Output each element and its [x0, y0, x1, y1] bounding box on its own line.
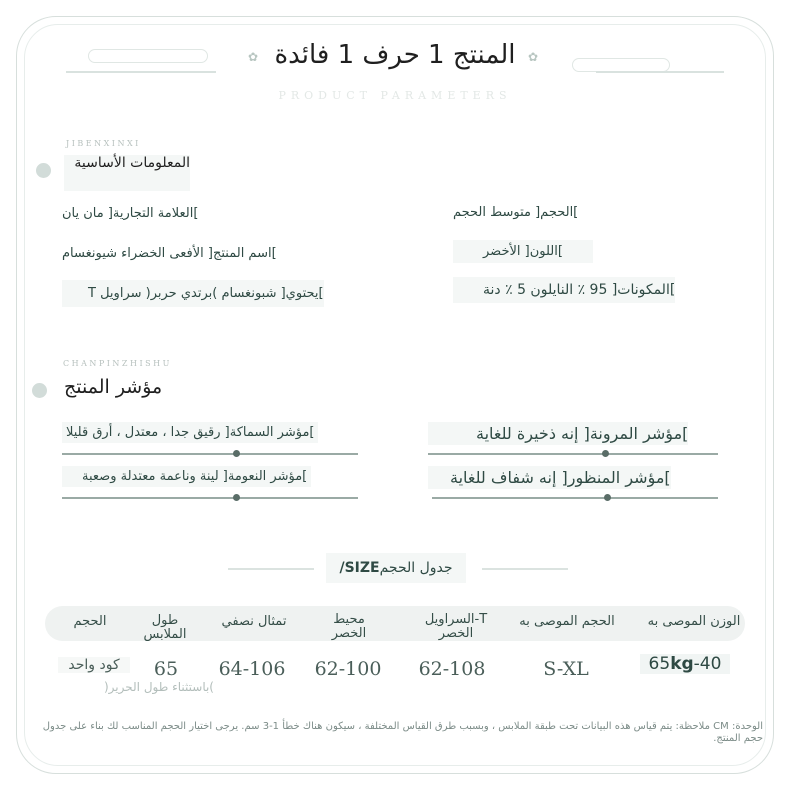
cell-t-waist: 62-108: [418, 658, 486, 680]
column-header-t-waist: T-السراويل الخصر: [424, 612, 488, 641]
cell-waist: 62-100: [314, 658, 382, 680]
size-heading-arabic: جدول الحجم: [379, 560, 453, 576]
thickness-scale: [62, 453, 358, 455]
column-header-length: طول الملابس: [143, 613, 187, 642]
size-heading-latin: SIZE/: [339, 560, 380, 576]
page-subtitle: PRODUCT PARAMETERS: [278, 89, 512, 102]
page-title: المنتج 1 حرف 1 فائدة: [274, 40, 516, 70]
basic-info-title: المعلومات الأساسية: [64, 155, 190, 191]
size-table-heading: [326, 553, 466, 583]
header-decoration-line-left: [66, 71, 216, 73]
cell-recommended-size: S-XL: [543, 658, 589, 680]
header-decoration-line-right: [596, 71, 724, 73]
flower-icon: ✿: [248, 50, 259, 64]
cell-size-note: )باستثناء طول الحرير(: [104, 680, 214, 694]
cell-recommended-weight: [640, 654, 730, 674]
product-index-en-label: CHANPINZHISHU: [63, 359, 172, 368]
product-index-title: مؤشر المنتج: [64, 376, 163, 398]
softness-index: ]مؤشر النعومة[ لينة وناعمة معتدلة وصعبة: [62, 466, 311, 487]
perspective-level-marker: [604, 494, 611, 501]
elasticity-level-marker: [602, 450, 609, 457]
weight-unit: kg: [670, 654, 694, 674]
brand-field: ]العلامة التجارية[ مان يان: [62, 206, 199, 221]
cell-size: كود واحد: [58, 657, 130, 673]
column-header-recommended-size: الحجم الموصى به: [519, 614, 615, 629]
column-header-waist: محيط الخصر: [331, 612, 367, 641]
elasticity-index: ]مؤشر المرونة[ إنه ذخيرة للغاية: [428, 422, 688, 445]
perspective-scale: [432, 497, 718, 499]
perspective-index: ]مؤشر المنظور[ إنه شفاف للغاية: [428, 466, 671, 489]
softness-scale: [62, 497, 358, 499]
elasticity-scale: [428, 453, 718, 455]
cell-hips: 64-106: [218, 658, 286, 680]
color-field: ]اللون[ الأخضر: [453, 240, 593, 263]
size-heading-line-right: [482, 568, 568, 570]
size-heading-line-left: [228, 568, 314, 570]
basic-info-en-label: JIBENXINXI: [66, 139, 141, 148]
product-name-field: ]اسم المنتج[ الأفعى الخضراء شيونغسام: [62, 246, 277, 261]
thickness-level-marker: [233, 450, 240, 457]
cell-length: 65: [153, 658, 179, 680]
measurement-footnote: الوحدة: CM ملاحظة: يتم قياس هذه البيانات تحت طبقة الملابس ، وبسبب طرق القياس المختلفة ، سيكون هناك خطأ 1-3 سم. يرجى اختيار الحجم المناسب لك بناء على جدول حجم المنتج.: [42, 721, 763, 744]
ingredients-field: ]المكونات[ 95 ٪ النايلون 5 ٪ دنة: [453, 277, 675, 303]
flower-icon: ✿: [528, 50, 539, 64]
size-field: ]الحجم[ متوسط الحجم: [453, 205, 579, 220]
softness-level-marker: [233, 494, 240, 501]
column-header-recommended-weight: الوزن الموصى به: [647, 614, 741, 629]
column-header-hips: تمثال نصفي: [221, 614, 287, 629]
contains-field: ]يحتوي[ شبونغسام )برتدي حربر( سراويل T: [62, 280, 324, 307]
section-dot: [32, 383, 47, 398]
weight-value-b: -40: [693, 654, 722, 674]
weight-value-a: 65: [648, 654, 671, 674]
section-dot: [36, 163, 51, 178]
column-header-size: الحجم: [73, 614, 107, 629]
thickness-index: ]مؤشر السماكة[ رقيق جدا ، معتدل ، أرق قليلا: [62, 422, 318, 443]
